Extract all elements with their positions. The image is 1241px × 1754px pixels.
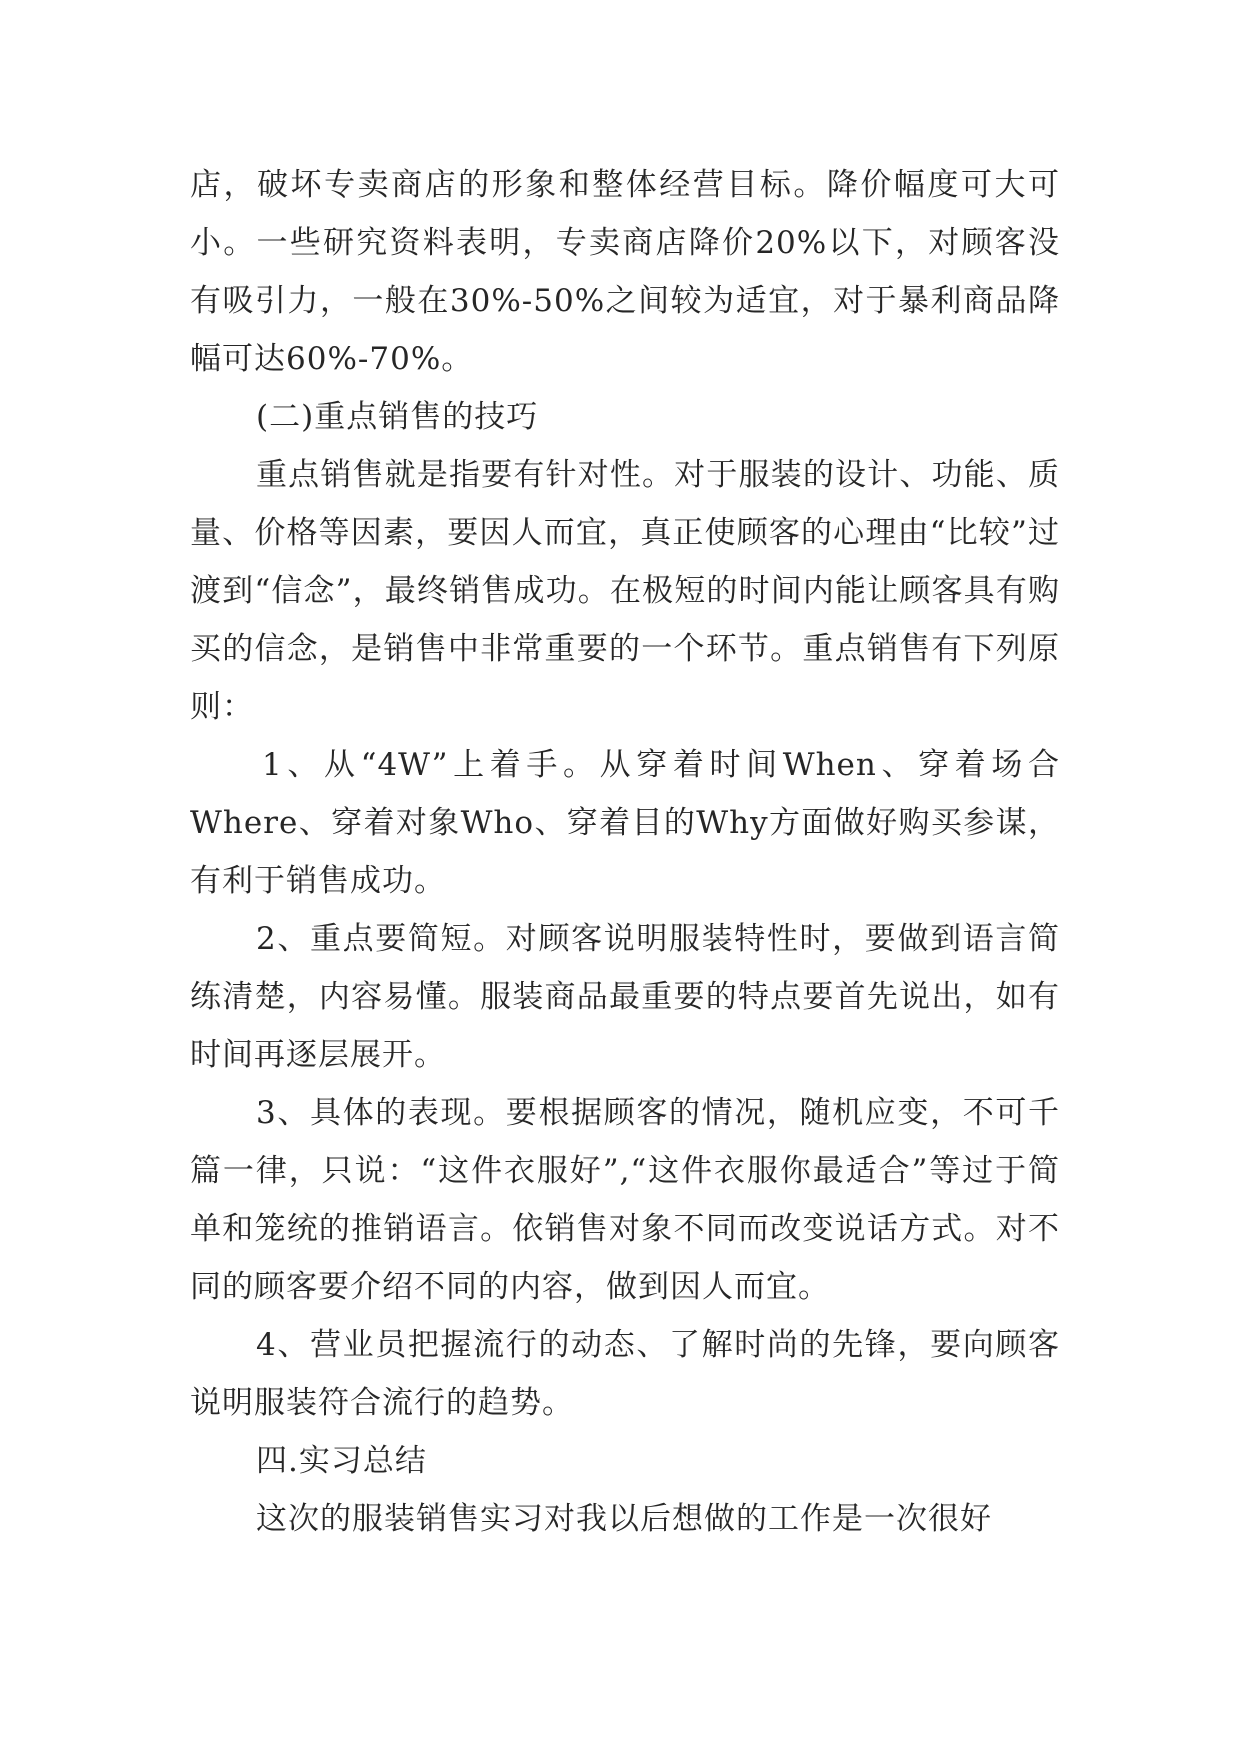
paragraph-summary: 这次的服装销售实习对我以后想做的工作是一次很好 [256,1501,992,1537]
document-body [190,156,1060,1548]
section-heading-key-selling: (二)重点销售的技巧 [256,399,539,435]
list-item-trend: 4、营业员把握流行的动态、了解时尚的先锋，要向顾客说明服装符合流行的趋势。 [190,1327,1060,1421]
section-heading-summary: 四.实习总结 [256,1443,427,1479]
list-item-4w: 1、从“4W”上着手。从穿着时间When、穿着场合Where、穿着对象Who、穿着目的Why方面做好购买参谋，有利于销售成功。 [190,747,1060,899]
paragraph-key-selling-intro: 重点销售就是指要有针对性。对于服装的设计、功能、质量、价格等因素，要因人而宜，真正使顾客的心理由“比较”过渡到“信念”，最终销售成功。在极短的时间内能让顾客具有购买的信念，是销售中非常重要的一个环节。重点销售有下列原则： [190,457,1060,725]
list-item-specific: 3、具体的表现。要根据顾客的情况，随机应变，不可千篇一律，只说：“这件衣服好”,“这件衣服你最适合”等过于简单和笼统的推销语言。依销售对象不同而改变说话方式。对不同的顾客要介绍不同的内容，做到因人而宜。 [190,1095,1060,1305]
list-item-brief: 2、重点要简短。对顾客说明服装特性时，要做到语言简练清楚，内容易懂。服装商品最重要的特点要首先说出，如有时间再逐层展开。 [190,921,1060,1073]
paragraph-price-reduction: 店，破坏专卖商店的形象和整体经营目标。降价幅度可大可小。一些研究资料表明，专卖商店降价20%以下，对顾客没有吸引力，一般在30%-50%之间较为适宜，对于暴利商品降幅可达60%-70%。 [190,167,1060,377]
